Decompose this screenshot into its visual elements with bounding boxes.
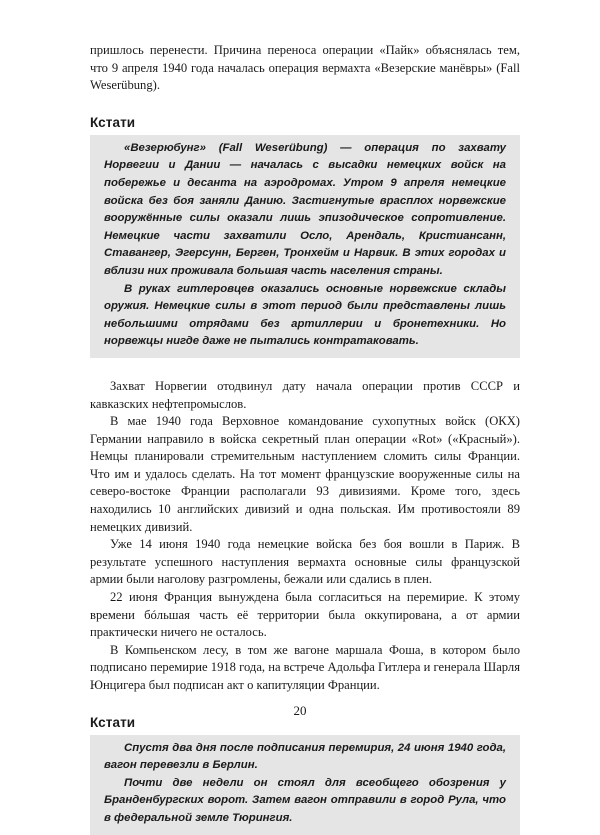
page-number: 20 xyxy=(293,703,307,718)
sidebar-paragraph: «Везерюбунг» (Fall Weserübung) — операция по захвату Норвегии и Дании — началась с высадки немецких войск на побережье и десанта на аэродромах. Утром 9 апреля немецкие войска без боя заняли Данию. Застигнутые врасплох норвежские вооружённые силы оказали лишь эпизодическое сопротивление. Немецкие части захватили Осло, Арендаль, Кристиансанн, Ставангер, Эгерсунн, Берген, Тронхейм и Нарвик. В этих городах и вблизи них проживала большая часть населения страны. xyxy=(104,141,506,277)
top-paragraph: пришлось перенести. Причина переноса операции «Пайк» объяснялась тем, что 9 апреля 1940 года началась операция вермахта «Везерские манёвры» (Fall Weserübung). xyxy=(90,43,520,93)
sidebar-box xyxy=(90,135,520,358)
body-paragraph: Уже 14 июня 1940 года немецкие войска без боя вошли в Париж. В результате успешного наступления вермахта основные силы французской армии были наголову разгромлены, бежали или сдались в плен. xyxy=(90,537,520,587)
body-paragraph: Захват Норвегии отодвинул дату начала операции против СССР и кавказских нефтепромыслов. xyxy=(90,378,520,411)
body-paragraph: 22 июня Франция вынуждена была согласиться на перемирие. К этому времени бóльшая часть её территории была оккупирована, а от армии практически ничего не осталось. xyxy=(90,590,520,640)
body-paragraph: В Компьенском лесу, в том же вагоне маршала Фоша, в котором было подписано перемирие 1918 года, на встрече Адольфа Гитлера и генерала Шарля Юнцигера был подписан акт о капитуляции Франции. xyxy=(90,642,520,692)
sidebar-heading: Кстати xyxy=(90,114,136,130)
body-paragraph: В мае 1940 года Верховное командование сухопутных войск (ОКХ) Германии направило в войска секретный план операции «Rot» («Красный»). Немцы планировали стремительным наступлением сломить силы Франции. Что им и удалось сделать. На тот момент французские вооруженные силы на северо-востоке Франции располагали 93 дивизиями. Кроме того, здесь находились 10 английских дивизий и одна польская. Им противостояли 89 немецких дивизий. xyxy=(90,414,520,534)
sidebar-paragraph: Почти две недели он стоял для всеобщего обозрения у Бранденбургских ворот. Затем вагон отправили в город Рула, что в федеральной земле Тюрингия. xyxy=(104,776,506,824)
sidebar-kstati-2 xyxy=(90,715,520,835)
main-text xyxy=(90,378,520,695)
sidebar-paragraph: В руках гитлеровцев оказались основные норвежские склады оружия. Немецкие силы в этот период были представлены лишь небольшими отрядами без артиллерии и бронетехники. Но норвежцы нигде даже не пытались контратаковать. xyxy=(104,282,506,348)
sidebar-paragraph: Спустя два дня после подписания перемирия, 24 июня 1940 года, вагон перевезли в Берлин. xyxy=(104,741,506,772)
sidebar-heading: Кстати xyxy=(90,714,136,730)
sidebar-kstati-1 xyxy=(90,115,520,358)
